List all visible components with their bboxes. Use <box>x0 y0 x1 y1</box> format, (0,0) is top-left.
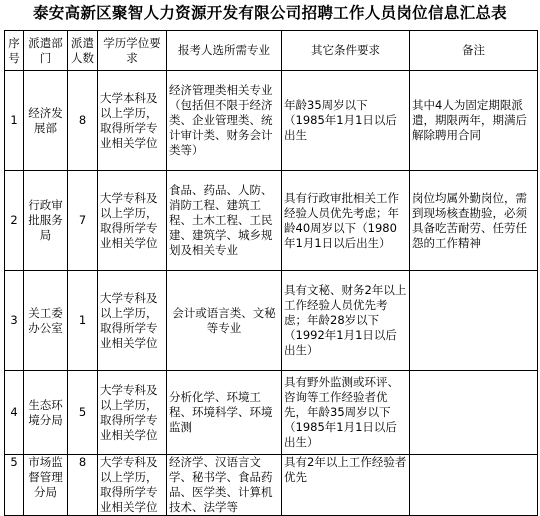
row-major: 经济学、汉语言文学、秘书学、食品药品、医学类、计算机技术、法学等 <box>167 455 282 516</box>
header-dept: 派遣部门 <box>24 31 68 71</box>
row-count: 8 <box>68 455 98 516</box>
row-other: 具有文秘、财务2年以上工作经验人员优先考虑；年龄28岁以下（1992年1月1日以后出生） <box>282 271 410 371</box>
row-count: 1 <box>68 271 98 371</box>
row-major: 分析化学、环境工程、环境科学、环境监测 <box>167 371 282 455</box>
row-major: 经济管理类相关专业（包括但不限于经济类、企业管理类、统计审计类、财务会计类等） <box>167 71 282 171</box>
row-other: 年龄35周岁以下（1985年1月1日以后出生 <box>282 71 410 171</box>
row-num: 3 <box>5 271 24 371</box>
row-count: 5 <box>68 371 98 455</box>
row-num: 4 <box>5 371 24 455</box>
recruitment-table <box>4 30 538 516</box>
row-other: 具有野外监测或环评、咨询等工作经验者优先，年龄35周岁以下（1985年1月1日以后出生） <box>282 371 410 455</box>
header-count: 派遣人数 <box>68 31 98 71</box>
row-note: 其中4人为固定期限派遣，期限两年，期满后解除聘用合同 <box>410 71 538 171</box>
header-major: 报考人选所需专业 <box>167 31 282 71</box>
table-row <box>5 371 538 455</box>
table-row <box>5 455 538 516</box>
row-note <box>410 271 538 371</box>
row-major: 食品、药品、人防、消防工程、建筑工程、土木工程、工民建、建筑学、城乡规划及相关专业 <box>167 171 282 271</box>
row-dept: 生态环境分局 <box>24 371 68 455</box>
row-note <box>410 455 538 516</box>
row-dept: 关工委办公室 <box>24 271 68 371</box>
row-edu: 大学本科及以上学历，取得所学专业相关学位 <box>98 71 167 171</box>
row-count: 7 <box>68 171 98 271</box>
table-row <box>5 271 538 371</box>
row-edu: 大学专科及以上学历，取得所学专业相关学位 <box>98 371 167 455</box>
row-edu: 大学专科及以上学历，取得所学专业相关学位 <box>98 171 167 271</box>
row-edu: 大学专科及以上学历，取得所学专业相关学位 <box>98 271 167 371</box>
row-edu: 大学专科及以上学历，取得所学专业相关学位 <box>98 455 167 516</box>
table-row <box>5 71 538 171</box>
header-other: 其它条件要求 <box>282 31 410 71</box>
header-note: 备注 <box>410 31 538 71</box>
header-edu: 学历学位要求 <box>98 31 167 71</box>
header-num: 序号 <box>5 31 24 71</box>
row-note <box>410 371 538 455</box>
table-row <box>5 171 538 271</box>
row-dept: 行政审批服务局 <box>24 171 68 271</box>
row-num: 1 <box>5 71 24 171</box>
row-dept: 经济发展部 <box>24 71 68 171</box>
table-header-row <box>5 31 538 71</box>
row-num: 2 <box>5 171 24 271</box>
page-title: 泰安高新区聚智人力资源开发有限公司招聘工作人员岗位信息汇总表 <box>32 4 507 22</box>
row-note: 岗位均属外勤岗位，需到现场核查勘验，必须具备吃苦耐劳、任劳任怨的工作精神 <box>410 171 538 271</box>
row-dept: 市场监督管理分局 <box>24 455 68 516</box>
row-major: 会计或语言类、文秘等专业 <box>167 271 282 371</box>
row-num: 5 <box>5 455 24 516</box>
row-other: 具有2年以上工作经验者优先 <box>282 455 410 516</box>
row-other: 具有行政审批相关工作经验人员优先考虑；年龄40周岁以下（1980年1月1日以后出生） <box>282 171 410 271</box>
row-count: 8 <box>68 71 98 171</box>
